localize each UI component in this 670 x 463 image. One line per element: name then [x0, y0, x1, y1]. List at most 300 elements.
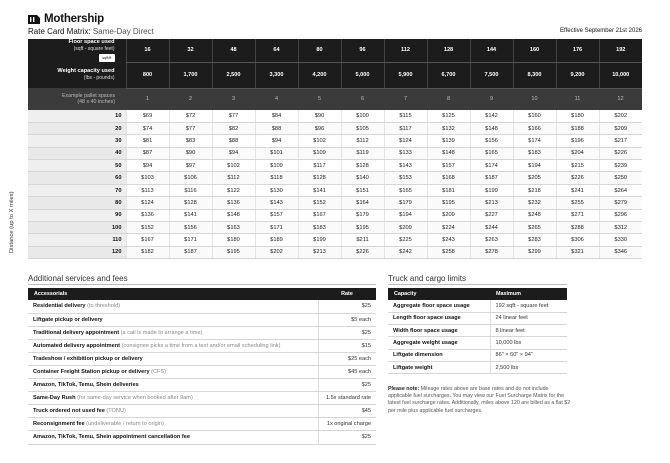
truck-limit-value: 86" × 60" × 94": [490, 349, 567, 361]
floor-space-value: 96: [341, 39, 384, 62]
rate-cell: $215: [556, 160, 599, 172]
rate-cell: $182: [126, 246, 169, 258]
rate-cell: $133: [384, 147, 427, 159]
rate-cell: $90: [298, 110, 341, 122]
rate-cell: $209: [427, 209, 470, 221]
rate-cell: $94: [212, 147, 255, 159]
rate-cell: $209: [384, 222, 427, 234]
rate-cell: $88: [255, 122, 298, 134]
pallet-spaces-value: 12: [599, 88, 642, 110]
weight-capacity-value: 5,900: [384, 62, 427, 88]
rate-cell: $195: [341, 222, 384, 234]
rate-cell: $213: [470, 197, 513, 209]
rate-cell: $258: [427, 246, 470, 258]
service-row: [28, 339, 376, 352]
truck-limit-value: 10,000 lbs: [490, 337, 567, 349]
services-col-rate: Rate: [318, 288, 376, 300]
rate-cell: $74: [126, 122, 169, 134]
rate-cell: $296: [599, 209, 642, 221]
distance-cell: 10: [28, 110, 126, 122]
service-row: [28, 313, 376, 326]
floor-space-value: 112: [384, 39, 427, 62]
service-rate: $25: [318, 379, 376, 392]
service-rate: 1.5x standard rate: [318, 392, 376, 405]
truck-limit-name: Liftgate dimension: [388, 349, 490, 361]
service-rate: $5 each: [318, 313, 376, 326]
truck-limit-row: [388, 361, 567, 373]
service-name: Amazon, TikTok, Temu, Shein deliveries: [33, 382, 139, 389]
truck-col-maximum: Maximum: [490, 288, 567, 300]
rate-cell: $165: [470, 147, 513, 159]
truck-limit-value: 2,500 lbs: [490, 361, 567, 373]
rate-cell: $167: [298, 209, 341, 221]
services-col-accessorials: Accessorials: [28, 288, 318, 300]
rate-cell: $217: [599, 135, 642, 147]
rate-cell: $225: [384, 234, 427, 246]
weight-capacity-row: [28, 62, 642, 88]
floor-space-value: 16: [126, 39, 169, 62]
service-name-cell: [28, 300, 318, 313]
rate-cell: $106: [169, 172, 212, 184]
rate-cell: $346: [599, 246, 642, 258]
distance-cell: 110: [28, 234, 126, 246]
rate-cell: $69: [126, 110, 169, 122]
rate-cell: $163: [212, 222, 255, 234]
page-title: [28, 27, 154, 36]
distance-cell: 90: [28, 209, 126, 221]
rate-cell: $180: [212, 234, 255, 246]
service-name: Tradeshow / exhibition pickup or delivery: [33, 355, 143, 362]
truck-limit-name: Length floor space usage: [388, 312, 490, 324]
rate-cell: $102: [212, 160, 255, 172]
pallet-spaces-value: 6: [341, 88, 384, 110]
weight-capacity-value: 8,300: [513, 62, 556, 88]
rate-cell: $283: [513, 234, 556, 246]
pallet-spaces-value: 9: [470, 88, 513, 110]
rate-cell: $77: [169, 122, 212, 134]
rate-cell: $199: [470, 184, 513, 196]
rate-cell: $199: [298, 234, 341, 246]
weight-capacity-value: 5,000: [341, 62, 384, 88]
service-name-cell: [28, 431, 318, 444]
service-name: Truck ordered not used fee: [33, 408, 105, 415]
rate-cell: $124: [384, 135, 427, 147]
service-rate: $45: [318, 405, 376, 418]
rate-cell: $141: [298, 184, 341, 196]
brand-name: Mothership: [44, 13, 104, 25]
floor-space-row: [28, 39, 642, 62]
rate-cell: $224: [427, 222, 470, 234]
truck-header-row: [388, 288, 567, 300]
rate-row: [28, 209, 642, 221]
rate-cell: $226: [341, 246, 384, 258]
weight-capacity-value: 10,000: [599, 62, 642, 88]
weight-capacity-value: 2,500: [212, 62, 255, 88]
rate-cell: $195: [212, 246, 255, 258]
truck-limit-name: Aggregate floor space usage: [388, 300, 490, 312]
rate-cell: $189: [255, 234, 298, 246]
service-name-cell: [28, 352, 318, 365]
weight-capacity-value: 1,700: [169, 62, 212, 88]
services-table: [28, 288, 376, 445]
truck-limit-row: [388, 337, 567, 349]
rate-cell: $255: [556, 197, 599, 209]
rate-cell: $128: [169, 197, 212, 209]
rate-cell: $183: [513, 147, 556, 159]
rate-cell: $113: [126, 184, 169, 196]
truck-limit-value: 24 linear feet: [490, 312, 567, 324]
pallet-spaces-value: 2: [169, 88, 212, 110]
weight-capacity-value: 6,700: [427, 62, 470, 88]
rate-cell: $84: [255, 110, 298, 122]
pallet-spaces-value: 3: [212, 88, 255, 110]
title-service: Same-Day Direct: [92, 27, 154, 36]
rate-cell: $188: [556, 122, 599, 134]
rate-cell: $101: [255, 147, 298, 159]
rate-cell: $72: [169, 110, 212, 122]
truck-col-capacity: Capacity: [388, 288, 490, 300]
rate-cell: $82: [212, 122, 255, 134]
service-name: Amazon, TikTok, Temu, Shein appointment cancellation fee: [33, 434, 190, 441]
rate-cell: $165: [384, 184, 427, 196]
rate-row: [28, 122, 642, 134]
rate-cell: $143: [255, 197, 298, 209]
service-note: (a call is made to arrange a time): [120, 329, 203, 336]
rate-cell: $112: [341, 135, 384, 147]
floor-space-value: 80: [298, 39, 341, 62]
service-rate: $25 each: [318, 352, 376, 365]
weight-capacity-value: 800: [126, 62, 169, 88]
service-name: Same-Day Rush: [33, 395, 76, 402]
service-name-cell: [28, 326, 318, 339]
service-name-cell: [28, 405, 318, 418]
floor-space-unit: (sqft - square feet): [73, 46, 115, 52]
weight-capacity-value: 4,200: [298, 62, 341, 88]
service-row: [28, 405, 376, 418]
pallet-spaces-value: 8: [427, 88, 470, 110]
floor-space-value: 192: [599, 39, 642, 62]
rate-cell: $209: [599, 122, 642, 134]
rate-cell: $88: [212, 135, 255, 147]
service-note: (undeliverable / return to origin): [86, 421, 164, 428]
rate-cell: $179: [341, 209, 384, 221]
rate-cell: $202: [255, 246, 298, 258]
rate-cell: $242: [384, 246, 427, 258]
services-body: [28, 300, 376, 444]
floor-space-value: 32: [169, 39, 212, 62]
rate-cell: $187: [169, 246, 212, 258]
rate-cell: $96: [298, 122, 341, 134]
service-name: Container Freight Station pickup or delivery: [33, 369, 150, 376]
rate-row: [28, 246, 642, 258]
weight-capacity-title: Weight capacity used: [57, 68, 115, 74]
rate-cell: $130: [255, 184, 298, 196]
rate-cell: $179: [384, 197, 427, 209]
service-name-cell: [28, 339, 318, 352]
rate-note-text: Mileage rates above are base rates and do not include applicable fuel surcharges. You may view our Fuel Surcharge Matrix for the latest fuel surcharge rates. Additionally, miles above 120 are billed as a flat $2 per mile plus applicable fuel surcharges.: [388, 386, 571, 414]
rate-cell: $148: [212, 209, 255, 221]
distance-cell: 40: [28, 147, 126, 159]
truck-limits-table: [388, 288, 567, 374]
rate-cell: $124: [126, 197, 169, 209]
rate-row: [28, 234, 642, 246]
service-note: (CFS): [151, 369, 167, 376]
service-name-cell: [28, 313, 318, 326]
rate-cell: $90: [169, 147, 212, 159]
rate-row: [28, 110, 642, 122]
rate-cell: $109: [255, 160, 298, 172]
rate-cell: $164: [341, 197, 384, 209]
rate-cell: $279: [599, 197, 642, 209]
rate-cell: $148: [470, 122, 513, 134]
rate-cell: $160: [513, 110, 556, 122]
rate-cell: $183: [298, 222, 341, 234]
truck-limit-row: [388, 300, 567, 312]
weight-capacity-value: 3,300: [255, 62, 298, 88]
rate-note: [388, 386, 573, 415]
rate-cell: $140: [341, 172, 384, 184]
rate-cell: $264: [599, 184, 642, 196]
rate-note-label: Please note:: [388, 386, 420, 392]
service-note: (TONU): [106, 408, 126, 415]
pallet-spaces-value: 7: [384, 88, 427, 110]
brand-logo: [28, 13, 642, 25]
service-rate: $45 each: [318, 365, 376, 378]
weight-capacity-label: [28, 62, 126, 88]
distance-axis-label: Distance (up to X miles): [9, 191, 15, 253]
rate-cell: $243: [427, 234, 470, 246]
rate-cell: $83: [169, 135, 212, 147]
truck-limit-row: [388, 349, 567, 361]
rate-cell: $239: [599, 160, 642, 172]
rate-cell: $100: [341, 110, 384, 122]
rate-cell: $171: [255, 222, 298, 234]
rate-cell: $195: [427, 197, 470, 209]
service-row: [28, 392, 376, 405]
rate-cell: $204: [556, 147, 599, 159]
service-name-cell: [28, 365, 318, 378]
rate-cell: $167: [126, 234, 169, 246]
rate-cell: $97: [169, 160, 212, 172]
floor-space-label: [28, 39, 126, 62]
distance-cell: 80: [28, 197, 126, 209]
service-row: [28, 300, 376, 313]
service-name-cell: [28, 379, 318, 392]
rate-cell: $136: [212, 197, 255, 209]
rate-cell: $226: [556, 172, 599, 184]
rate-cell: $226: [599, 147, 642, 159]
service-rate: 1x original charge: [318, 418, 376, 431]
rate-row: [28, 135, 642, 147]
rate-cell: $102: [298, 135, 341, 147]
service-row: [28, 326, 376, 339]
mothership-logo-icon: [28, 15, 40, 24]
services-section-title: Additional services and fees: [28, 274, 128, 283]
rate-cell: $156: [169, 222, 212, 234]
truck-limit-row: [388, 325, 567, 337]
weight-capacity-value: 9,200: [556, 62, 599, 88]
rate-cell: $143: [384, 160, 427, 172]
rate-cell: $232: [513, 197, 556, 209]
rate-cell: $211: [341, 234, 384, 246]
rate-cell: $288: [556, 222, 599, 234]
rate-matrix-body: [28, 110, 642, 259]
pallet-spaces-row: [28, 88, 642, 110]
truck-limit-value: 192 sqft - square feet: [490, 300, 567, 312]
distance-cell: 120: [28, 246, 126, 258]
rate-cell: $151: [341, 184, 384, 196]
pallet-spaces-label: [28, 88, 126, 110]
rate-cell: $168: [427, 172, 470, 184]
rate-cell: $128: [341, 160, 384, 172]
rate-cell: $196: [556, 135, 599, 147]
rate-cell: $321: [556, 246, 599, 258]
rate-cell: $94: [126, 160, 169, 172]
rate-cell: $248: [513, 209, 556, 221]
service-note: (consignee picks a time from a text and/or email scheduling link): [121, 342, 281, 349]
rate-cell: $115: [384, 110, 427, 122]
rate-cell: $180: [556, 110, 599, 122]
truck-limits-body: [388, 300, 567, 374]
rate-cell: $122: [212, 184, 255, 196]
service-name-cell: [28, 418, 318, 431]
rate-cell: $194: [384, 209, 427, 221]
truck-limit-row: [388, 312, 567, 324]
truck-divider: [388, 284, 567, 285]
service-row: [28, 352, 376, 365]
rate-cell: $202: [599, 110, 642, 122]
distance-cell: 20: [28, 122, 126, 134]
rate-cell: $128: [298, 172, 341, 184]
floor-space-value: 144: [470, 39, 513, 62]
rate-row: [28, 160, 642, 172]
rate-cell: $112: [212, 172, 255, 184]
service-rate: $25: [318, 326, 376, 339]
rate-cell: $241: [556, 184, 599, 196]
truck-limit-value: 8 linear feet: [490, 325, 567, 337]
rate-cell: $152: [126, 222, 169, 234]
distance-cell: 100: [28, 222, 126, 234]
rate-cell: $109: [298, 147, 341, 159]
weight-capacity-value: 7,500: [470, 62, 513, 88]
truck-limit-name: Width floor space usage: [388, 325, 490, 337]
rate-cell: $119: [341, 147, 384, 159]
service-row: [28, 365, 376, 378]
truck-limit-name: Liftgate weight: [388, 361, 490, 373]
rate-cell: $271: [556, 209, 599, 221]
service-rate: $25: [318, 431, 376, 444]
pallet-spaces-value: 5: [298, 88, 341, 110]
floor-space-title: Floor space used: [68, 39, 115, 45]
rate-cell: $265: [513, 222, 556, 234]
service-name: Reconsignment fee: [33, 421, 85, 428]
rate-cell: $117: [384, 122, 427, 134]
service-rate: $25: [318, 300, 376, 313]
floor-space-value: 48: [212, 39, 255, 62]
unit-toggle[interactable]: sqft/ft: [99, 54, 114, 62]
service-name: Liftgate pickup or delivery: [33, 316, 103, 323]
rate-cell: $142: [470, 110, 513, 122]
services-divider: [28, 284, 376, 285]
service-note: (to threshold): [87, 303, 121, 310]
rate-cell: $227: [470, 209, 513, 221]
rate-cell: $194: [513, 160, 556, 172]
rate-cell: $330: [599, 234, 642, 246]
rate-cell: $278: [470, 246, 513, 258]
service-row: [28, 379, 376, 392]
rate-cell: $157: [255, 209, 298, 221]
rate-cell: $171: [169, 234, 212, 246]
floor-space-value: 64: [255, 39, 298, 62]
service-name: Automated delivery appointment: [33, 342, 121, 349]
rate-cell: $181: [427, 184, 470, 196]
rate-cell: $156: [470, 135, 513, 147]
rate-cell: $105: [341, 122, 384, 134]
floor-space-value: 128: [427, 39, 470, 62]
service-note: (for same-day service when booked after 9am): [77, 395, 193, 402]
rate-cell: $141: [169, 209, 212, 221]
rate-cell: $118: [255, 172, 298, 184]
pallet-spaces-value: 10: [513, 88, 556, 110]
rate-cell: $250: [599, 172, 642, 184]
rate-cell: $153: [384, 172, 427, 184]
rate-row: [28, 147, 642, 159]
pallet-spaces-value: 4: [255, 88, 298, 110]
rate-cell: $103: [126, 172, 169, 184]
service-rate: $15: [318, 339, 376, 352]
rate-cell: $117: [298, 160, 341, 172]
rate-cell: $157: [427, 160, 470, 172]
rate-row: [28, 197, 642, 209]
rate-cell: $136: [126, 209, 169, 221]
distance-cell: 70: [28, 184, 126, 196]
rate-cell: $116: [169, 184, 212, 196]
floor-space-value: 160: [513, 39, 556, 62]
pallet-spaces-value: 1: [126, 88, 169, 110]
truck-section-title: Truck and cargo limits: [388, 274, 466, 283]
rate-cell: $244: [470, 222, 513, 234]
service-name-cell: [28, 392, 318, 405]
rate-cell: $125: [427, 110, 470, 122]
title-prefix: Rate Card Matrix:: [28, 27, 91, 36]
rate-cell: $263: [470, 234, 513, 246]
rate-matrix: [28, 39, 642, 259]
rate-cell: $132: [427, 122, 470, 134]
rate-cell: $312: [599, 222, 642, 234]
truck-limit-name: Aggregate weight usage: [388, 337, 490, 349]
effective-date: Effective September 21st 2026: [560, 28, 642, 34]
service-row: [28, 418, 376, 431]
page-header: [28, 13, 642, 39]
rate-cell: $166: [513, 122, 556, 134]
rate-cell: $174: [470, 160, 513, 172]
services-header-row: [28, 288, 376, 300]
rate-cell: $174: [513, 135, 556, 147]
distance-cell: 50: [28, 160, 126, 172]
distance-cell: 30: [28, 135, 126, 147]
rate-cell: $87: [126, 147, 169, 159]
rate-cell: $218: [513, 184, 556, 196]
service-name: Traditional delivery appointment: [33, 329, 120, 336]
rate-cell: $148: [427, 147, 470, 159]
service-row: [28, 431, 376, 444]
rate-cell: $299: [513, 246, 556, 258]
service-name: Residential delivery: [33, 303, 86, 310]
rate-cell: $213: [298, 246, 341, 258]
rate-row: [28, 184, 642, 196]
rate-cell: $139: [427, 135, 470, 147]
floor-space-value: 176: [556, 39, 599, 62]
